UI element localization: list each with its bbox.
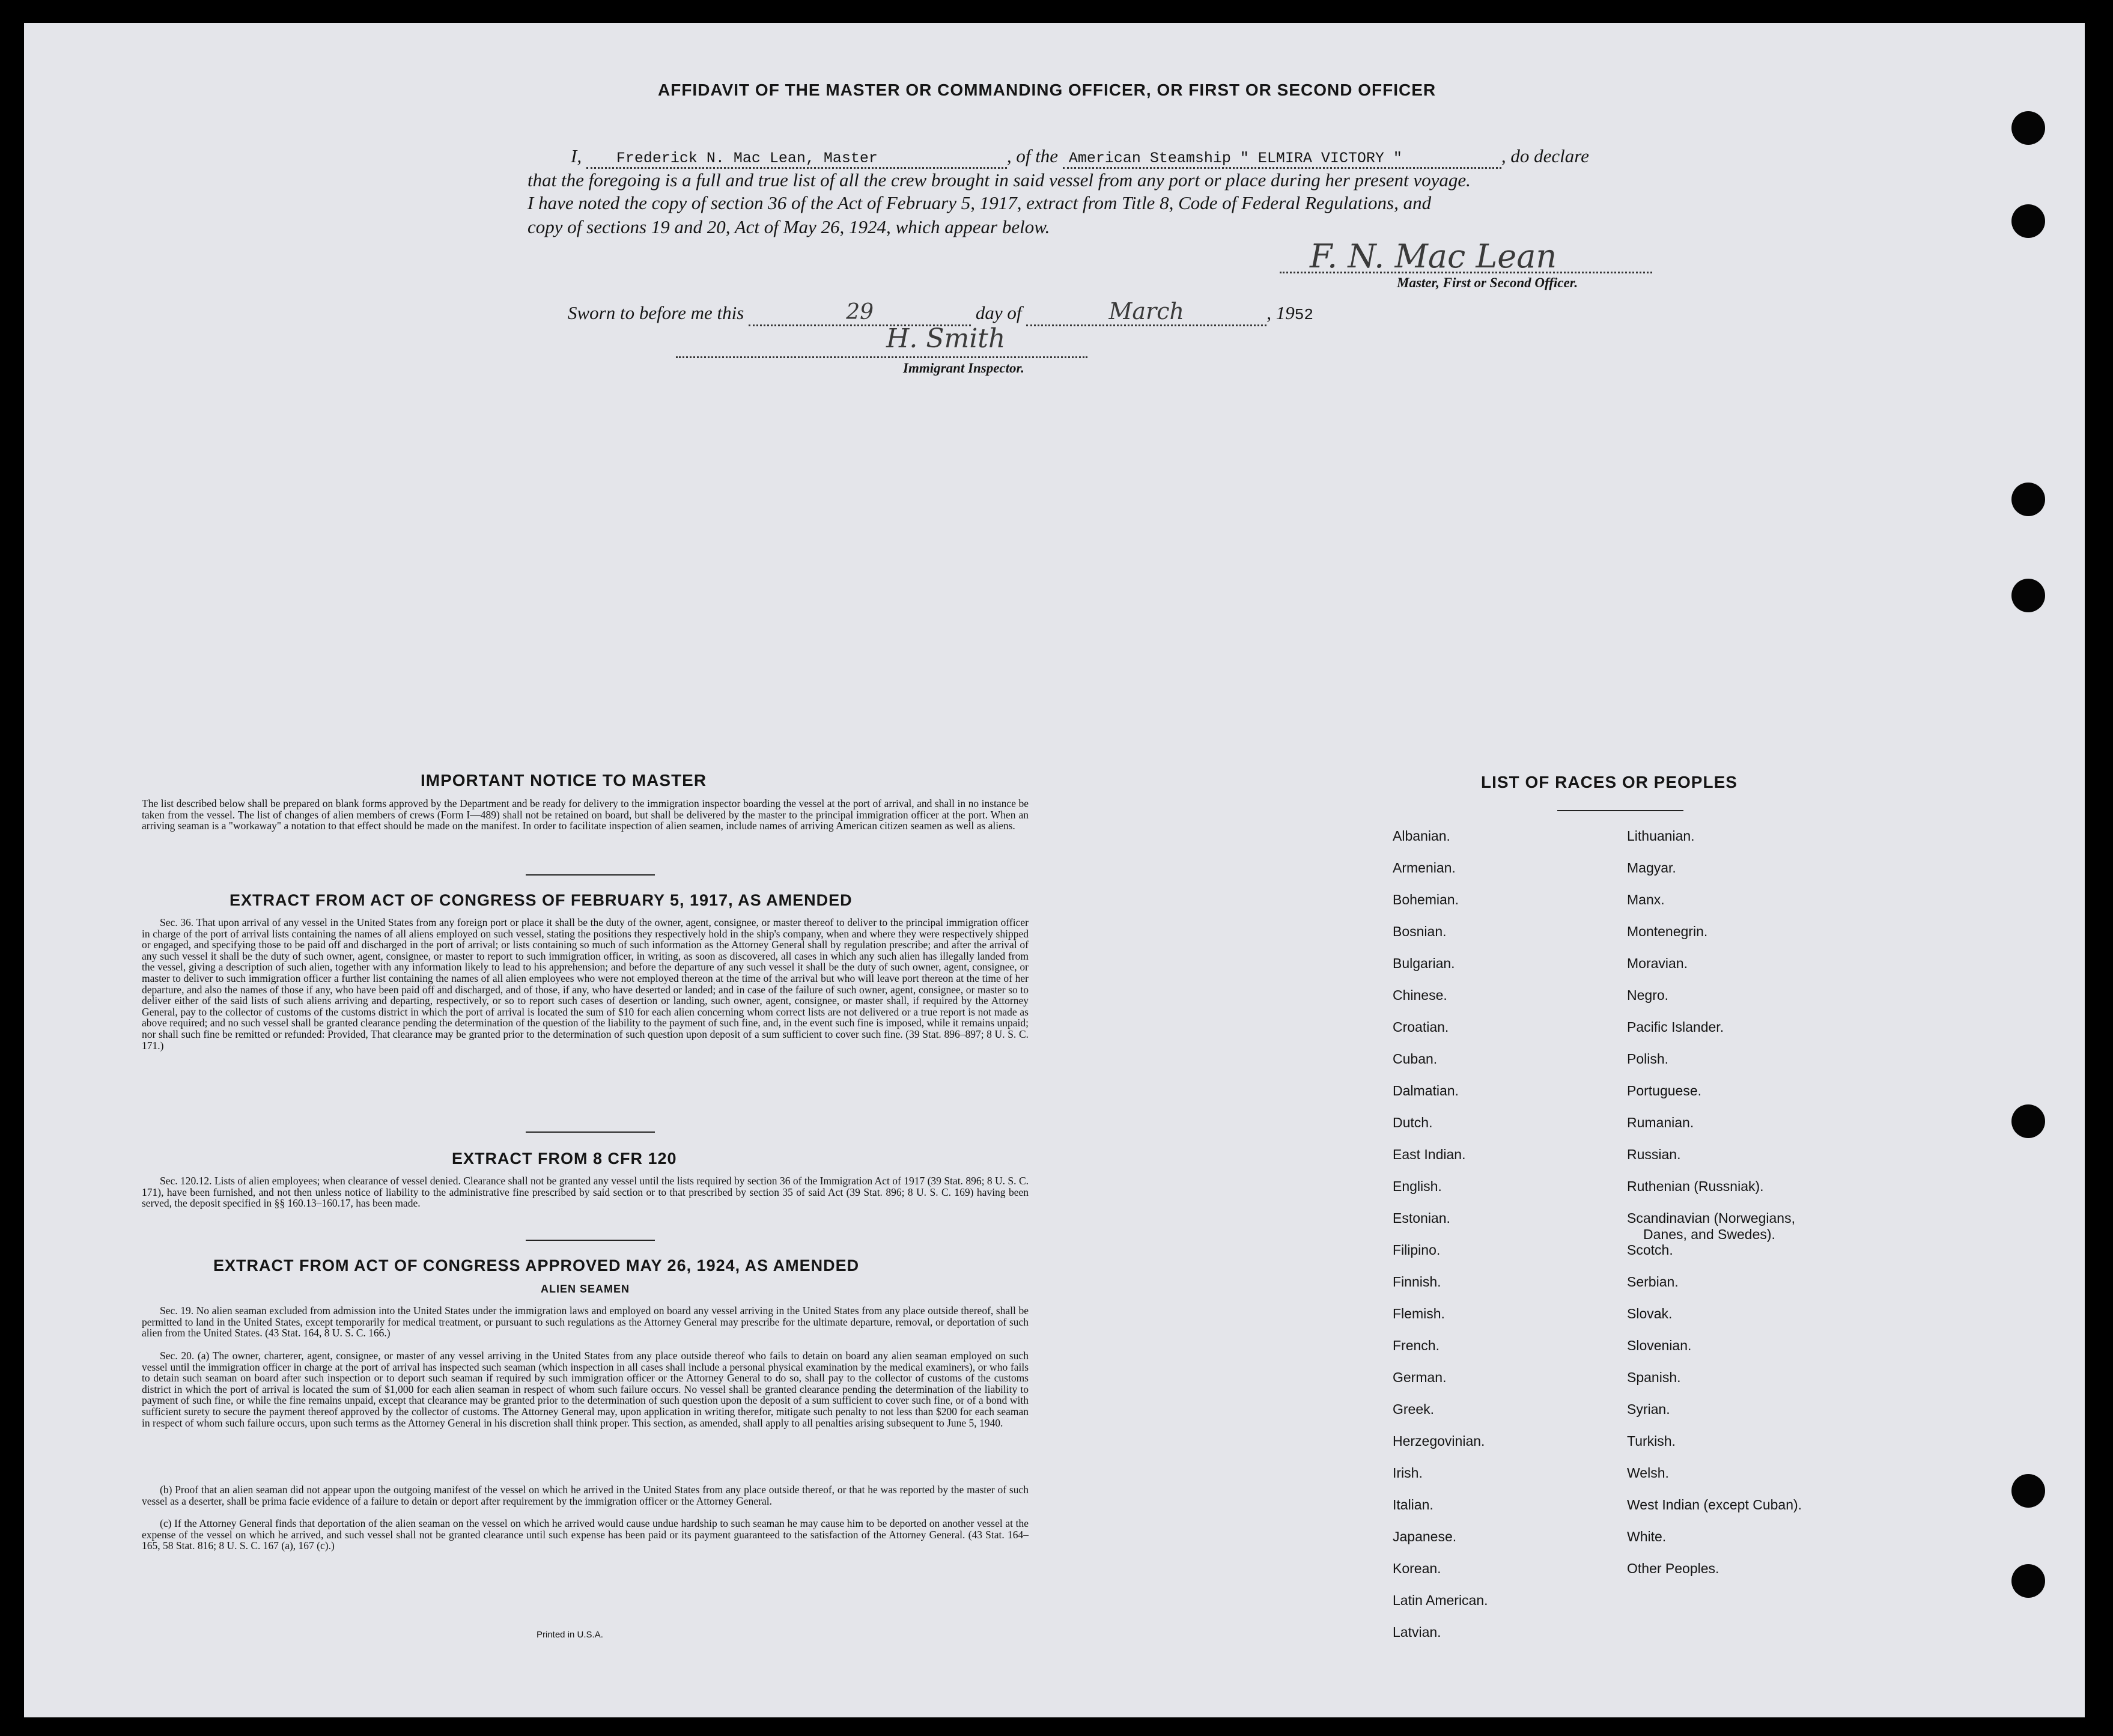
- race-item: Slovak.: [1627, 1306, 1673, 1321]
- race-item: Croatian.: [1393, 1019, 1449, 1035]
- inspector-signature-line: [676, 356, 1087, 358]
- notice-title: IMPORTANT NOTICE TO MASTER: [421, 771, 707, 790]
- race-item: East Indian.: [1393, 1147, 1466, 1162]
- race-item: German.: [1393, 1369, 1447, 1385]
- race-item: Dalmatian.: [1393, 1083, 1459, 1098]
- race-item: English.: [1393, 1178, 1442, 1194]
- race-item: Montenegrin.: [1627, 924, 1708, 939]
- affidavit-line-4: copy of sections 19 and 20, Act of May 26, 1924, which appear below.: [527, 216, 1050, 237]
- races-title: LIST OF RACES OR PEOPLES: [1481, 773, 1738, 791]
- race-item: Manx.: [1627, 892, 1665, 907]
- extract-cfr-body: Sec. 120.12. Lists of alien employees; when clearance of vessel denied. Clearance shall not be granted any vessel until the lists required by section 36 of the Immigration Act of 1917 (39 Stat. 896; 8 U. S. C. 171), have been furnished, and not then unless notice of liability to the administrative fine prescribed by said section or to that prescribed by section 35 of said Act (39 Stat. 896; 8 U. S. C. 169) having been served, the deposit specified in §§ 160.13–160.17, has been made.: [142, 1175, 1029, 1210]
- extract-1924-subtitle: ALIEN SEAMEN: [541, 1283, 630, 1295]
- divider: [526, 1131, 655, 1133]
- sworn-month-field: [1026, 298, 1266, 326]
- race-item: West Indian (except Cuban).: [1627, 1497, 1802, 1512]
- master-signature-line: [1280, 272, 1652, 273]
- divider: [526, 874, 655, 876]
- race-item: Japanese.: [1393, 1529, 1457, 1544]
- race-item: Welsh.: [1627, 1465, 1669, 1481]
- race-item: White.: [1627, 1529, 1667, 1544]
- race-item: Lithuanian.: [1627, 828, 1695, 844]
- race-item: Armenian.: [1393, 860, 1456, 876]
- extract-1924-sec20c: (c) If the Attorney General finds that deportation of the alien seaman on the vessel on which he arrived would cause undue hardship to such seaman he may cause him to be deported on another vessel at the expense of the vessel on which he arrived, and such vessel shall not be granted clearance until such expense has been paid or its payment guaranteed to the satisfaction of the Attorney General. (43 Stat. 164–165, 58 Stat. 816; 8 U. S. C. 167 (a), 167 (c).): [142, 1517, 1029, 1552]
- race-item: Portuguese.: [1627, 1083, 1702, 1098]
- affidavit-title: AFFIDAVIT OF THE MASTER OR COMMANDING OFFICER, OR FIRST OR SECOND OFFICER: [658, 81, 1437, 99]
- race-item: Albanian.: [1393, 828, 1450, 844]
- race-item: Chinese.: [1393, 987, 1447, 1003]
- race-item: Bulgarian.: [1393, 955, 1455, 971]
- year-suffix: 52: [1294, 306, 1313, 324]
- race-item: Polish.: [1627, 1051, 1669, 1067]
- affidavit-line-2: that the foregoing is a full and true list of all the crew brought in said vessel from any port or place during her present voyage.: [527, 169, 1471, 190]
- extract-1924-sec20b: (b) Proof that an alien seaman did not appear upon the outgoing manifest of the vessel on which he arrived in the United States from any place outside thereof, or that he was reported by the master of such vessel as a deserter, shall be prima facie evidence of a failure to detain or deport after requirement by the immigration officer or the Attorney General.: [142, 1484, 1029, 1507]
- extract-1917-body: Sec. 36. That upon arrival of any vessel in the United States from any foreign port or place it shall be the duty of the owner, agent, consignee, or master thereof to deliver to the principal immigration officer in charge of the port of arrival lists containing the names of all aliens employed on such vessel, stating the positions they respectively hold in the ship's company, when and where they were respectively shipped or engaged, and specifying those to be paid off and discharged in the port of arrival; or lists containing so much of such information as the Attorney General shall by regulation prescribe; and after the arrival of any such vessel it shall be the duty of such owner, agent, consignee, or master to report to such immigration officer, in writing, as soon as discovered, all cases in which any such alien has illegally landed from the vessel, giving a description of such alien, together with any information likely to lead to his apprehension; and before the departure of any such vessel it shall be the duty of such owner, agent, consignee, or master to deliver to such immigration officer a further list containing the names of all alien employees who were not employed thereon at the time of the arrival but who will leave port thereon at the time of her departure, and also the names of those if any, who have been paid off and discharged, and of those, if any, who have deserted or landed; and in case of the failure of such owner, agent, consignee, or master so to deliver either of the said lists of such aliens arriving and departing, respectively, or so to report such cases of desertion or landing, such owner, agent, consignee, or master shall, if required by the Attorney General, pay to the collector of customs of the customs district in which the port of arrival is located the sum of $10 for each alien concerning whom correct lists are not delivered or a true report is not made as above required; and no such vessel shall be granted clearance pending the determination of the question of the liability to the payment of such fine, and, in the event such fine is imposed, while it remains unpaid; nor shall such fine be remitted or refunded: Provided, That clearance may be granted prior to the determination of such question upon deposit of a sum sufficient to cover such fine. (39 Stat. 896–897; 8 U. S. C. 171.): [142, 916, 1029, 1052]
- race-item: French.: [1393, 1338, 1440, 1353]
- document-page: [24, 23, 2085, 1717]
- divider: [1557, 810, 1683, 811]
- race-item: Russian.: [1627, 1147, 1681, 1162]
- race-item: Italian.: [1393, 1497, 1433, 1512]
- punch-hole: [2011, 111, 2045, 145]
- race-item: Latin American.: [1393, 1592, 1488, 1608]
- extract-1924-sec20a: Sec. 20. (a) The owner, charterer, agent, consignee, or master of any vessel arriving in the United States from any place outside thereof who fails to detain on board any alien seaman employed on such vessel until the immigration officer in charge at the port of arrival has inspected such seaman (which inspection in all cases shall include a personal physical examination by the medical examiners), or who fails to detain such seaman on board after such inspection or to deport such seaman if required by such immigration officer or the Attorney General to do so, shall pay to the collector of customs of the customs district in which the port of arrival is located the sum of $1,000 for each alien seaman in respect of whom such failure occurs. No vessel shall be granted clearance pending the determination of the liability to payment of such fine, or while the fine remains unpaid, except that clearance may be granted prior to the determination of such question upon the deposit of a sum sufficient to cover such fine, or of a bond with sufficient surety to secure the payment thereof approved by the collector of customs. The Attorney General may, upon application in writing therefor, mitigate such penalty to not less than $200 for each seaman in respect of whom such failure occurs, upon such terms as the Attorney General in his discretion shall think proper. This section, as amended, shall apply to all penalties arising subsequent to June 5, 1940.: [142, 1350, 1029, 1429]
- race-item: Latvian.: [1393, 1624, 1441, 1640]
- vessel-field: [1063, 145, 1501, 169]
- inspector-signature: H. Smith: [886, 323, 1006, 354]
- race-item: Danes, and Swedes).: [1643, 1226, 1775, 1242]
- extract-1924-sec19: Sec. 19. No alien seaman excluded from admission into the United States under the immigration laws and employed on board any vessel arriving in the United States from any place outside thereof, shall be permitted to land in the United States, except temporarily for medical treatment, or pursuant to such regulations as the Attorney General may prescribe for the ultimate departure, removal, or deportation of such alien from the United States. (43 Stat. 164, 8 U. S. C. 166.): [142, 1305, 1029, 1339]
- punch-hole: [2011, 1104, 2045, 1138]
- race-item: Bohemian.: [1393, 892, 1459, 907]
- punch-hole: [2011, 1564, 2045, 1598]
- race-item: Ruthenian (Russniak).: [1627, 1178, 1764, 1194]
- race-item: Bosnian.: [1393, 924, 1447, 939]
- extract-cfr-title: EXTRACT FROM 8 CFR 120: [452, 1150, 677, 1168]
- race-item: Scandinavian (Norwegians,: [1627, 1210, 1795, 1226]
- printed-in-usa: Printed in U.S.A.: [537, 1630, 603, 1640]
- race-item: Rumanian.: [1627, 1115, 1694, 1130]
- punch-hole: [2011, 204, 2045, 238]
- day-of-label: day of: [975, 302, 1022, 323]
- race-item: Estonian.: [1393, 1210, 1450, 1226]
- punch-hole: [2011, 579, 2045, 612]
- affidavit-line-3: I have noted the copy of section 36 of the Act of February 5, 1917, extract from Title 8, Code of Federal Regulations, and: [527, 192, 1432, 213]
- race-item: Slovenian.: [1627, 1338, 1692, 1353]
- inspector-caption: Immigrant Inspector.: [903, 361, 1024, 376]
- sworn-day-value: 29: [846, 300, 874, 324]
- race-item: Greek.: [1393, 1401, 1435, 1417]
- race-item: Dutch.: [1393, 1115, 1433, 1130]
- race-item: Spanish.: [1627, 1369, 1681, 1385]
- race-item: Filipino.: [1393, 1242, 1441, 1258]
- notice-body: The list described below shall be prepared on blank forms approved by the Department and be ready for delivery to the immigration inspector boarding the vessel at the port of arrival, and shall in no instance be taken from the vessel. The list of changes of alien members of crews (Form I—489) shall not be retained on board, but shall be delivered by the master to the principal immigration officer at the port. When an arriving seaman is a "workaway" a notation to that effect should be made on the manifest. In order to facilitate inspection of alien seamen, include names of arriving American citizen seamen as well as aliens.: [142, 797, 1029, 832]
- master-name-value: Frederick N. Mac Lean, Master: [616, 150, 878, 167]
- race-item: Finnish.: [1393, 1274, 1441, 1290]
- race-item: Negro.: [1627, 987, 1669, 1003]
- sworn-line: [568, 298, 1313, 326]
- extract-1924-title: EXTRACT FROM ACT OF CONGRESS APPROVED MAY 26, 1924, AS AMENDED: [213, 1256, 860, 1275]
- race-item: Serbian.: [1627, 1274, 1679, 1290]
- race-item: Moravian.: [1627, 955, 1688, 971]
- sworn-label: Sworn to before me this: [568, 302, 744, 323]
- punch-hole: [2011, 483, 2045, 516]
- vessel-value: American Steamship " ELMIRA VICTORY ": [1068, 150, 1402, 167]
- race-item: Flemish.: [1393, 1306, 1445, 1321]
- sworn-day-field: [749, 300, 971, 326]
- race-item: Syrian.: [1627, 1401, 1670, 1417]
- extract-1917-title: EXTRACT FROM ACT OF CONGRESS OF FEBRUARY 5, 1917, AS AMENDED: [230, 891, 853, 909]
- year-prefix: , 19: [1266, 302, 1295, 323]
- race-item: Scotch.: [1627, 1242, 1673, 1258]
- affidavit-line-1: [571, 145, 1658, 169]
- race-item: Turkish.: [1627, 1433, 1676, 1449]
- race-item: Herzegovinian.: [1393, 1433, 1485, 1449]
- sworn-month-value: March: [1108, 298, 1184, 324]
- master-signature-caption: Master, First or Second Officer.: [1397, 275, 1578, 290]
- of-the-label: , of the: [1006, 145, 1059, 166]
- master-signature: F. N. Mac Lean: [1310, 237, 1557, 275]
- race-item: Korean.: [1393, 1561, 1441, 1576]
- race-item: Other Peoples.: [1627, 1561, 1719, 1576]
- race-item: Cuban.: [1393, 1051, 1438, 1067]
- master-name-field: [586, 145, 1007, 169]
- do-declare-label: , do declare: [1501, 145, 1589, 166]
- i-label: I,: [571, 145, 582, 166]
- race-item: Pacific Islander.: [1627, 1019, 1724, 1035]
- race-item: Irish.: [1393, 1465, 1423, 1481]
- divider: [526, 1240, 655, 1241]
- punch-hole: [2011, 1474, 2045, 1508]
- race-item: Magyar.: [1627, 860, 1676, 876]
